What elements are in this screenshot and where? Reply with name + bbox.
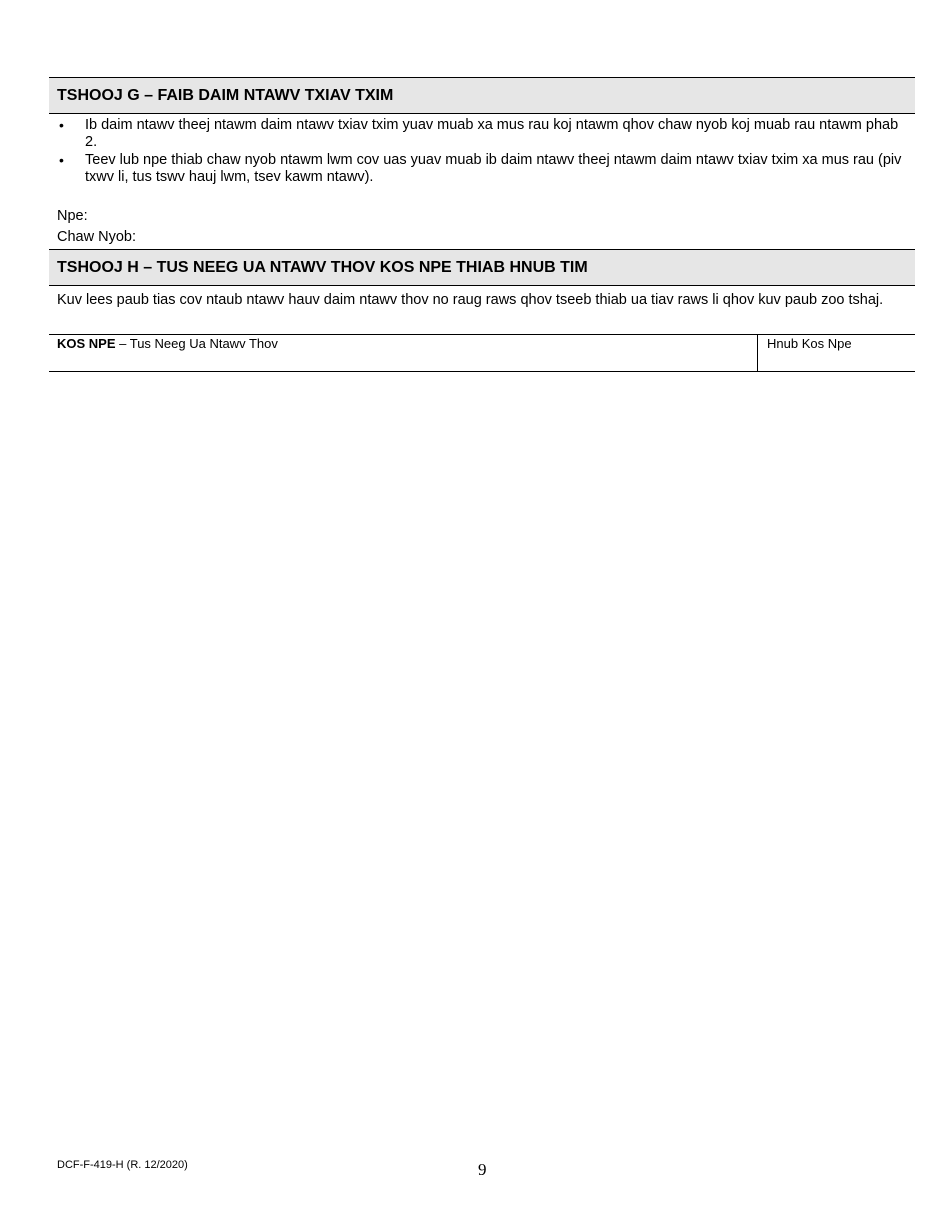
- signature-label-bold: KOS NPE: [57, 336, 116, 351]
- list-item: [49, 152, 915, 186]
- list-item: [49, 117, 915, 151]
- name-field-label: Npe:: [57, 208, 88, 224]
- signature-date-field[interactable]: [758, 335, 915, 371]
- signature-field[interactable]: [49, 335, 758, 371]
- section-g-header: [49, 77, 915, 114]
- bullet-icon: •: [59, 152, 64, 168]
- signature-label-rest: – Tus Neeg Ua Ntawv Thov: [115, 336, 278, 351]
- section-h-header: [49, 249, 915, 286]
- form-id: DCF-F-419-H (R. 12/2020): [57, 1159, 188, 1171]
- address-field-label: Chaw Nyob:: [57, 229, 136, 245]
- certification-statement: Kuv lees paub tias cov ntaub ntawv hauv daim ntawv thov no raug raws qhov tseeb thiab ua tiav raws li qhov kuv paub zoo tshaj.: [57, 292, 884, 308]
- signature-date-label: Hnub Kos Npe: [767, 336, 852, 351]
- bullet-text: Ib daim ntawv theej ntawm daim ntawv txiav txim yuav muab xa mus rau koj ntawm qhov chaw nyob koj muab rau ntawm phab 2.: [85, 117, 899, 150]
- bullet-text: Teev lub npe thiab chaw nyob ntawm lwm cov uas yuav muab ib daim ntawv theej ntawm daim ntawv txiav txim xa mus rau (piv txwv li, tus tswv hauj lwm, tsev kawm ntawv).: [85, 152, 902, 185]
- section-h-title: TSHOOJ H – TUS NEEG UA NTAWV THOV KOS NPE THIAB HNUB TIM: [57, 258, 588, 276]
- signature-table: [49, 334, 915, 372]
- section-g-title: TSHOOJ G – FAIB DAIM NTAWV TXIAV TXIM: [57, 86, 394, 104]
- section-g-bullet-list: [49, 117, 915, 187]
- bullet-icon: •: [59, 117, 64, 133]
- page-number: 9: [478, 1160, 487, 1179]
